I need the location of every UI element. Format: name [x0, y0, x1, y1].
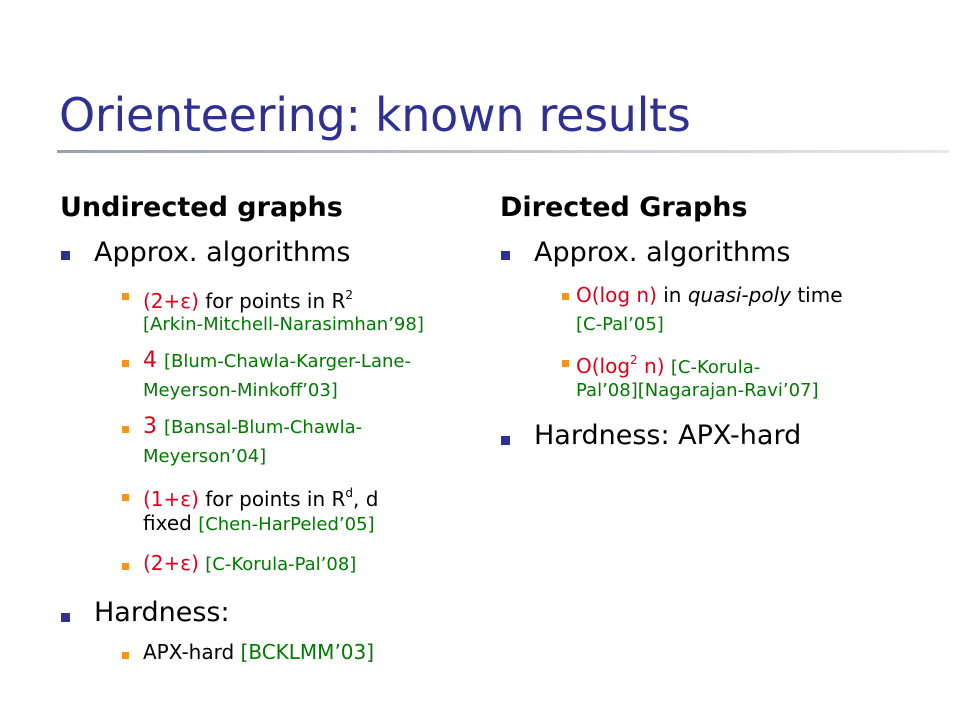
right-item-2-cite: [C-Korula- — [670, 357, 761, 378]
right-item-1 — [576, 281, 843, 309]
bullet-icon — [501, 251, 510, 260]
left-item-1-sup: 2 — [345, 288, 354, 302]
bullet-icon — [122, 293, 129, 300]
left-item-5 — [143, 549, 356, 579]
left-item-3-bound: 3 — [143, 414, 164, 439]
left-hardness-text: APX-hard — [143, 640, 241, 664]
bullet-icon — [562, 360, 569, 367]
left-item-3-line2 — [143, 441, 266, 471]
left-item-2-cite-2: Meyerson-Minkoff’03] — [143, 380, 338, 401]
title-underline — [57, 150, 949, 153]
left-approx-label: Approx. algorithms — [94, 237, 351, 268]
bullet-icon — [61, 613, 70, 622]
left-item-2 — [143, 346, 411, 376]
right-item-1-line2 — [576, 309, 664, 339]
left-item-3-cite-2: Meyerson’04] — [143, 446, 267, 467]
left-item-1-line2 — [143, 309, 424, 339]
bullet-icon — [122, 563, 129, 570]
left-item-5-bound: (2+ε) — [143, 551, 206, 575]
right-item-1-ital: quasi-poly — [687, 283, 791, 307]
bullet-icon — [122, 652, 129, 659]
left-item-4-text-2: , d — [353, 487, 379, 511]
left-item-4-text-3: fixed — [143, 511, 199, 535]
right-approx-label: Approx. algorithms — [534, 237, 791, 268]
slide-title: Orienteering: known results — [59, 88, 691, 142]
right-hardness-label: Hardness: APX-hard — [534, 420, 802, 451]
left-item-2-cite: [Blum-Chawla-Karger-Lane- — [164, 351, 411, 372]
left-hardness-item — [143, 638, 374, 666]
right-item-2-line2 — [576, 375, 819, 405]
left-item-1-bound: (2+ε) — [143, 289, 199, 313]
left-item-4-sup: d — [345, 486, 354, 500]
left-item-4 — [143, 479, 378, 513]
right-item-2-bound: O(log — [576, 354, 631, 378]
right-item-2-bound-2: n) — [637, 354, 671, 378]
left-item-1-cite: [Arkin-Mitchell-Narasimhan’98] — [143, 314, 424, 335]
left-item-4-cite: [Chen-HarPeled’05] — [198, 514, 375, 535]
right-item-2-sup: 2 — [630, 353, 638, 367]
left-item-2-line2 — [143, 375, 338, 405]
left-item-4-bound: (1+ε) — [143, 487, 199, 511]
bullet-icon — [122, 494, 129, 501]
left-heading: Undirected graphs — [60, 192, 343, 223]
bullet-icon — [501, 436, 510, 445]
right-item-1-cite: [C-Pal’05] — [576, 314, 664, 335]
left-item-3-cite: [Bansal-Blum-Chawla- — [164, 417, 363, 438]
right-item-1-text-2: time — [790, 283, 843, 307]
left-item-2-bound: 4 — [143, 348, 164, 373]
left-hardness-cite: [BCKLMM’03] — [240, 640, 375, 664]
left-item-1-text: for points in R — [198, 289, 346, 313]
right-heading: Directed Graphs — [500, 192, 748, 223]
left-item-4-text: for points in R — [198, 487, 346, 511]
bullet-icon — [562, 293, 569, 300]
bullet-icon — [122, 426, 129, 433]
right-item-1-bound: O(log n) — [576, 283, 657, 307]
right-item-1-text: in — [656, 283, 688, 307]
right-item-2-cite-2: Pal’08][Nagarajan-Ravi’07] — [576, 380, 819, 401]
left-item-3 — [143, 412, 362, 442]
left-item-4-line2 — [143, 509, 375, 539]
bullet-icon — [61, 251, 70, 260]
bullet-icon — [122, 360, 129, 367]
left-item-5-cite: [C-Korula-Pal’08] — [205, 554, 357, 575]
left-hardness-label: Hardness: — [94, 597, 230, 628]
